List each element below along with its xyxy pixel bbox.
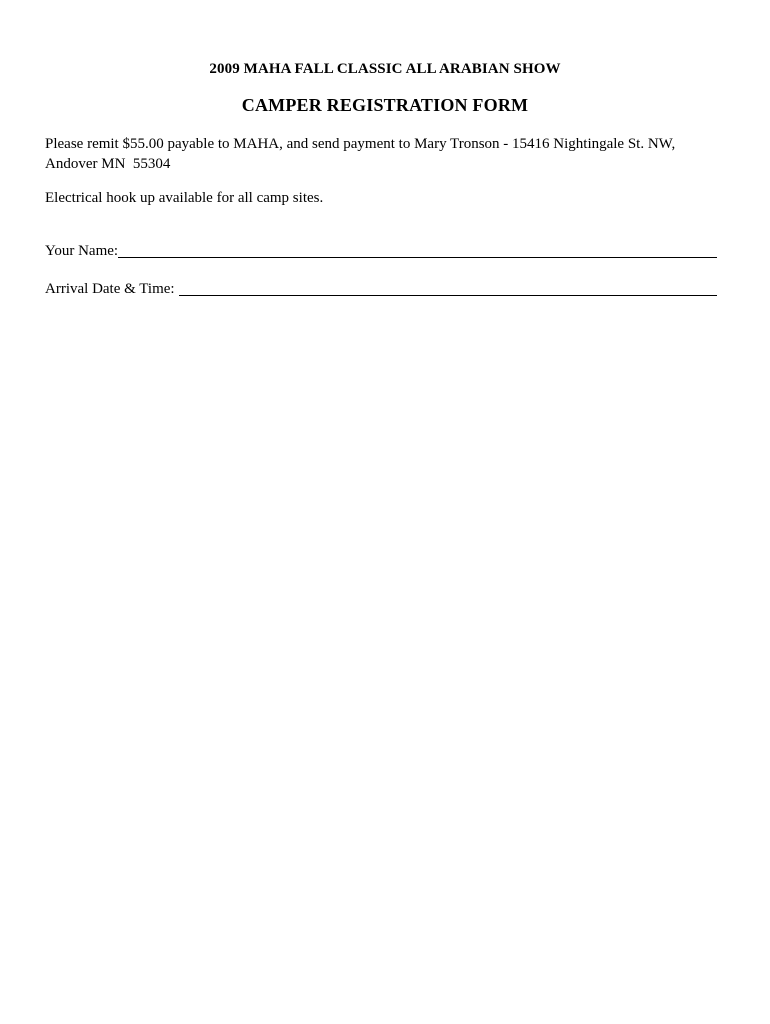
name-label: Your Name: [45, 243, 119, 259]
payment-instructions-line-1: Please remit $55.00 payable to MAHA, and send payment to Mary Tronson - 15416 Nightingale St. NW, [45, 136, 676, 152]
arrival-field-row [45, 278, 717, 298]
arrival-label: Arrival Date & Time: [45, 281, 175, 297]
arrival-date-time-field[interactable] [179, 278, 717, 296]
form-title: CAMPER REGISTRATION FORM [241, 95, 529, 115]
name-field-row [45, 240, 717, 260]
show-title: 2009 MAHA FALL CLASSIC ALL ARABIAN SHOW [209, 61, 561, 77]
payment-instructions [45, 134, 735, 174]
payment-instructions-line-2: Andover MN 55304 [45, 156, 171, 172]
name-field[interactable] [118, 240, 717, 258]
electrical-note: Electrical hook up available for all camp sites. [45, 190, 324, 206]
